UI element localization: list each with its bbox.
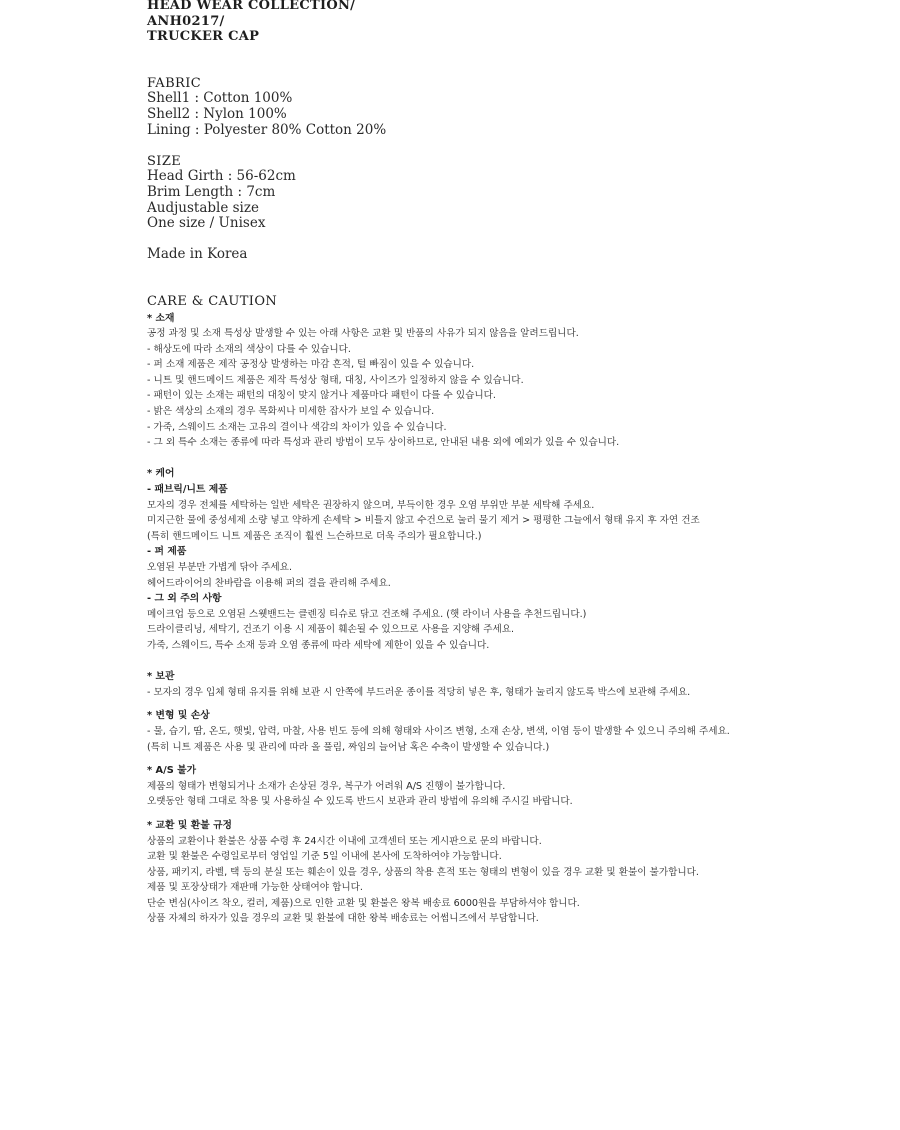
fabric-section: [147, 76, 887, 138]
fur-line: 오염된 부분만 가볍게 닦아 주세요.: [147, 562, 292, 573]
material-line: - 퍼 소재 제품은 제작 공정상 발생하는 마감 흔적, 털 빠짐이 있을 수 있습니다.: [147, 359, 475, 371]
product-name-line: TRUCKER CAP: [147, 29, 260, 45]
exchange-heading: * 교환 및 환불 규정: [147, 819, 233, 831]
as-heading: * A/S 불가: [147, 765, 197, 777]
deform-subsection: [147, 708, 887, 755]
material-subsection: [147, 311, 887, 451]
as-line: 제품의 형태가 변형되거나 소재가 손상된 경우, 복구가 어려워 A/S 진행이 불가합니다.: [147, 780, 506, 792]
other-cautions-line: 가죽, 스웨이드, 특수 소재 등과 오염 종류에 따라 세탁에 제한이 있을 수 있습니다.: [147, 639, 490, 651]
origin-text: Made in Korea: [147, 246, 248, 263]
material-line: - 그 외 특수 소재는 종류에 따라 특성과 관리 방법이 모두 상이하므로, 안내된 내용 외에 예외가 있을 수 있습니다.: [147, 437, 620, 449]
collection-line: HEAD WEAR COLLECTION/: [147, 0, 356, 13]
fur-line: 헤어드라이어의 찬바람을 이용해 퍼의 결을 관리해 주세요.: [147, 577, 391, 589]
care-subsection: [147, 466, 887, 653]
care-caution-heading: CARE & CAUTION: [147, 293, 278, 309]
material-line: - 니트 및 핸드메이드 제품은 제작 특성상 형태, 대칭, 사이즈가 일정하지 않을 수 있습니다.: [147, 374, 524, 386]
size-heading: SIZE: [147, 153, 182, 169]
fabric-line: Shell1 : Cotton 100%: [147, 90, 293, 107]
as-subsection: [147, 763, 887, 810]
material-heading: * 소재: [147, 312, 175, 324]
fur-heading: - 퍼 제품: [147, 546, 187, 558]
material-line: - 가죽, 스웨이드 소재는 고유의 결이나 색감의 차이가 있을 수 있습니다.: [147, 421, 447, 433]
size-section: [147, 154, 887, 232]
size-line: Brim Length : 7cm: [147, 183, 276, 200]
fabric-line: Shell2 : Nylon 100%: [147, 105, 287, 122]
size-line: One size / Unisex: [147, 215, 266, 232]
fabric-knit-heading: - 패브릭/니트 제품: [147, 484, 228, 496]
deform-line: - 물, 습기, 땀, 온도, 햇빛, 압력, 마찰, 사용 빈도 등에 의해 형태와 사이즈 변형, 소재 손상, 변색, 이염 등이 발생할 수 있으니 주의해 주세요.: [147, 725, 730, 737]
exchange-line: 교환 및 환불은 수령일로부터 영업일 기준 5일 이내에 본사에 도착하여야 가능합니다.: [147, 851, 502, 863]
fabric-knit-line: (특히 핸드메이드 니트 제품은 조직이 훨씬 느슨하므로 더욱 주의가 필요합니다.): [147, 530, 482, 542]
material-line: - 패턴이 있는 소재는 패턴의 대칭이 맞지 않거나 제품마다 패턴이 다를 수 있습니다.: [147, 390, 496, 402]
fabric-knit-line: 미지근한 물에 중성세제 소량 넣고 약하게 손세탁 > 비틀지 않고 수건으로 눌러 물기 제거 > 평평한 그늘에서 형태 유지 후 자연 건조: [147, 515, 700, 527]
care-caution-section: [147, 294, 887, 927]
care-heading: * 케어: [147, 468, 175, 480]
exchange-line: 상품 자체의 하자가 있을 경우의 교환 및 환불에 대한 왕복 배송료는 어썸니즈에서 부담합니다.: [147, 913, 539, 925]
material-line: 공정 과정 및 소재 특성상 발생할 수 있는 아래 사항은 교환 및 반품의 사유가 되지 않음을 알려드립니다.: [147, 328, 579, 340]
product-title-block: [147, 0, 887, 45]
fabric-knit-line: 모자의 경우 전체를 세탁하는 일반 세탁은 권장하지 않으며, 부득이한 경우 오염 부위만 부분 세탁해 주세요.: [147, 499, 595, 511]
product-detail: [147, 0, 887, 927]
size-line: Audjustable size: [147, 199, 259, 216]
material-line: - 해상도에 따라 소재의 색상이 다를 수 있습니다.: [147, 343, 351, 355]
storage-heading: * 보관: [147, 671, 175, 683]
as-line: 오랫동안 형태 그대로 착용 및 사용하실 수 있도록 반드시 보관과 관리 방법에 유의해 주시길 바랍니다.: [147, 796, 573, 808]
storage-line: - 모자의 경우 입체 형태 유지를 위해 보관 시 안쪽에 부드러운 종이를 적당히 넣은 후, 형태가 눌리지 않도록 박스에 보관해 주세요.: [147, 686, 691, 698]
other-cautions-line: 메이크업 등으로 오염된 스웻밴드는 클렌징 티슈로 닦고 건조해 주세요. (햇 라이너 사용을 추천드립니다.): [147, 608, 587, 620]
exchange-subsection: [147, 818, 887, 927]
other-cautions-line: 드라이클리닝, 세탁기, 건조기 이용 시 제품이 훼손될 수 있으므로 사용을 지양해 주세요.: [147, 624, 515, 636]
exchange-line: 상품, 패키지, 라벨, 택 등의 분실 또는 훼손이 있을 경우, 상품의 착용 흔적 또는 형태의 변형이 있을 경우 교환 및 환불이 불가합니다.: [147, 866, 699, 878]
exchange-line: 제품 및 포장상태가 재판매 가능한 상태여야 합니다.: [147, 882, 363, 894]
deform-heading: * 변형 및 손상: [147, 710, 210, 722]
storage-subsection: [147, 669, 887, 700]
fabric-heading: FABRIC: [147, 75, 202, 91]
size-line: Head Girth : 56-62cm: [147, 168, 296, 185]
fabric-line: Lining : Polyester 80% Cotton 20%: [147, 121, 387, 138]
other-cautions-heading: - 그 외 주의 사항: [147, 593, 222, 605]
exchange-line: 상품의 교환이나 환불은 상품 수령 후 24시간 이내에 고객센터 또는 게시판으로 문의 바랍니다.: [147, 835, 542, 847]
product-code-line: ANH0217/: [147, 13, 225, 29]
exchange-line: 단순 변심(사이즈 착오, 컬러, 제품)으로 인한 교환 및 환불은 왕복 배송료 6000원을 부담하셔야 합니다.: [147, 897, 580, 909]
material-line: - 밝은 색상의 소재의 경우 목화씨나 미세한 잡사가 보일 수 있습니다.: [147, 406, 435, 418]
deform-line: (특히 니트 제품은 사용 및 관리에 따라 올 풀림, 짜임의 늘어남 혹은 수축이 발생할 수 있습니다.): [147, 741, 550, 753]
